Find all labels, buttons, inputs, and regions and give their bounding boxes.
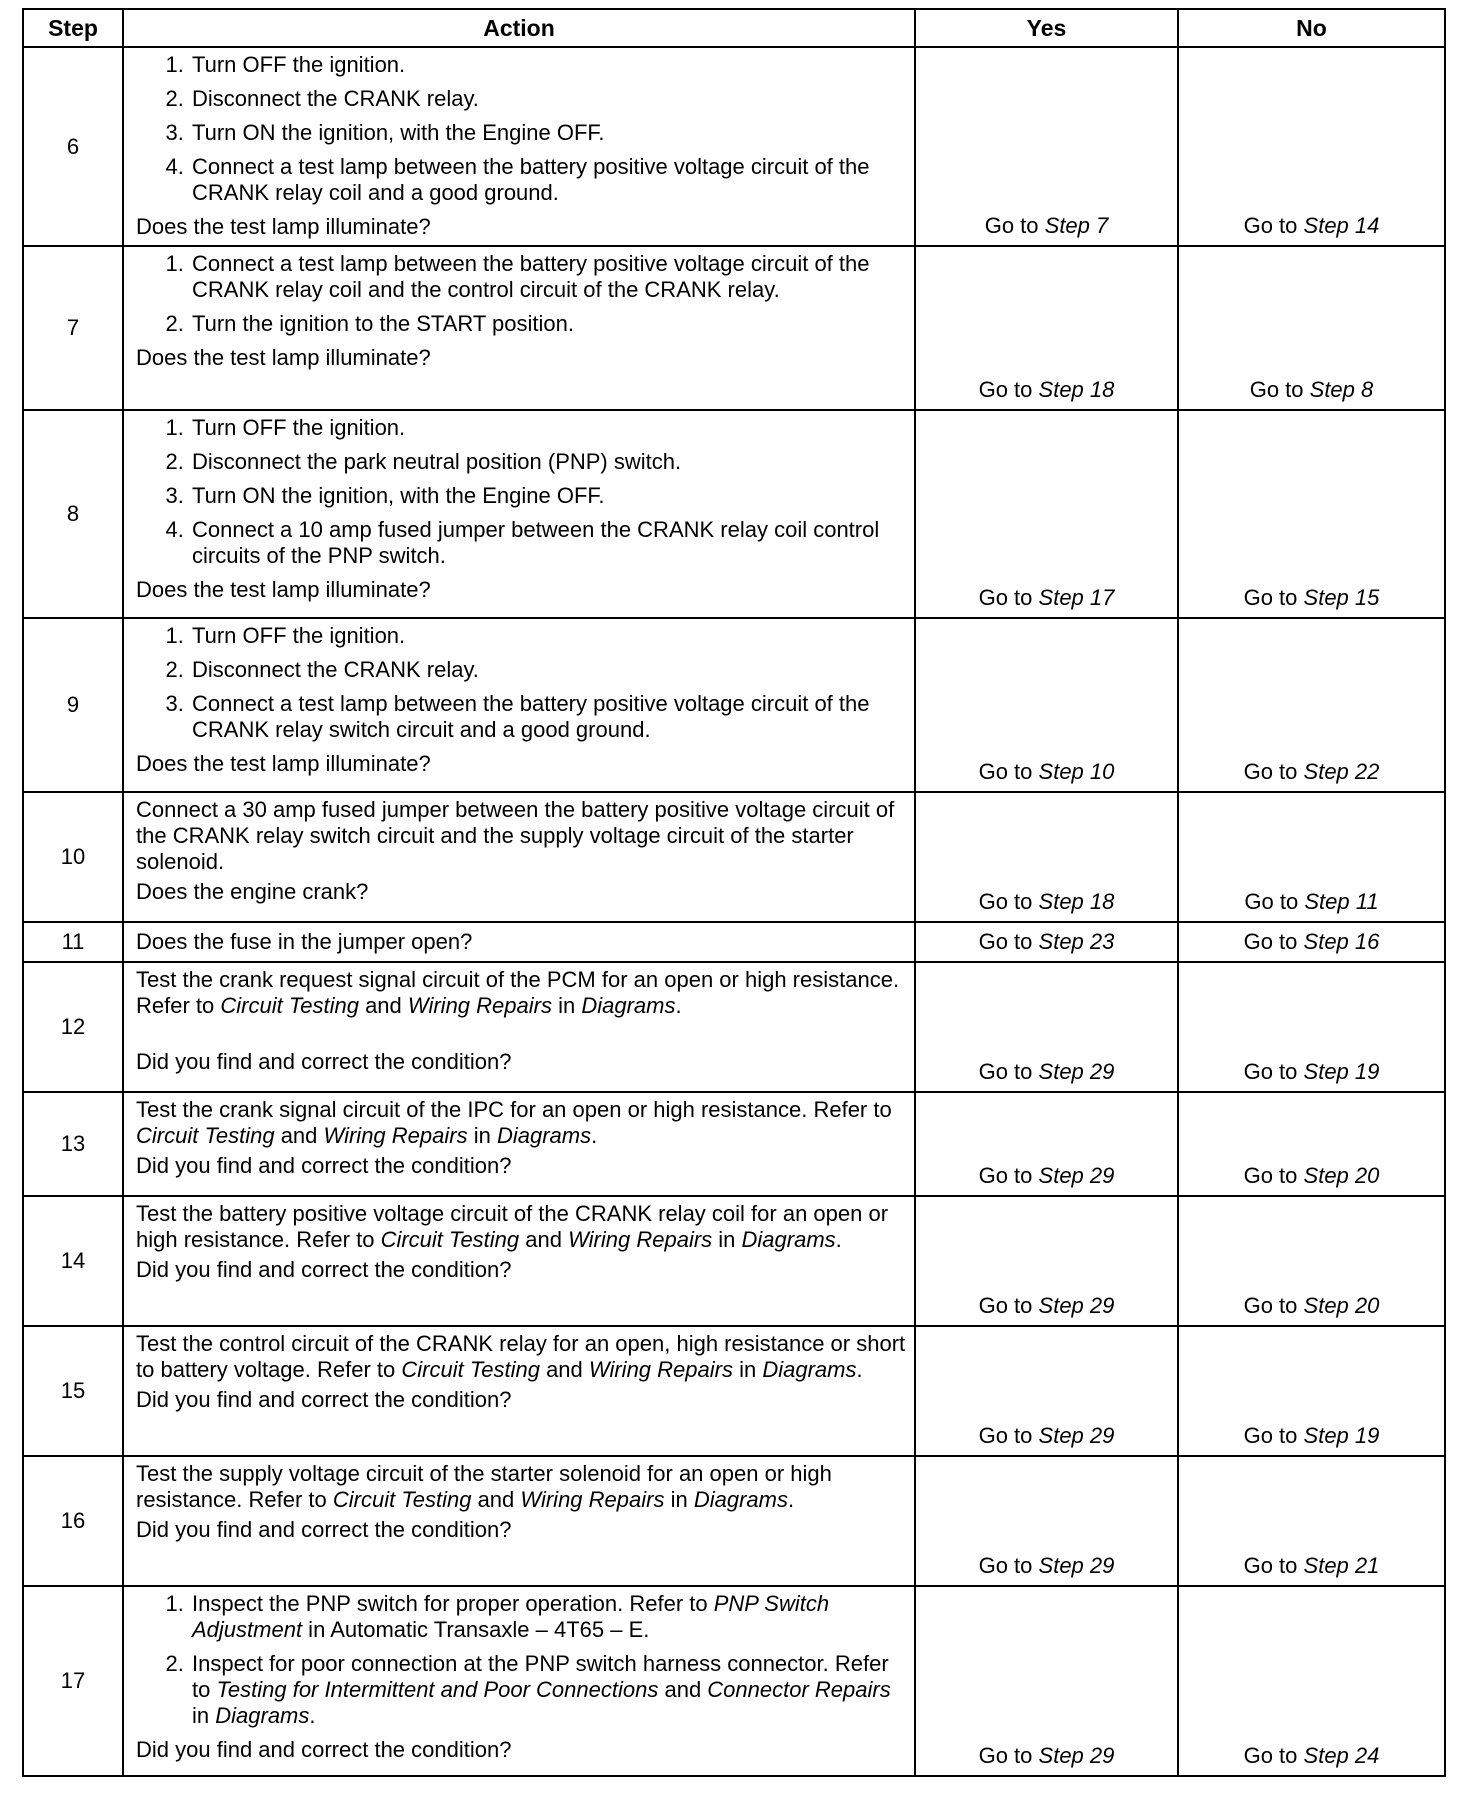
- action-text-part: .: [787, 1487, 795, 1512]
- action-text-part: .: [591, 1123, 598, 1148]
- go-to-label: Go to: [978, 759, 1033, 784]
- step-ref-number: 29: [1089, 1293, 1115, 1318]
- step-ref-word: Step: [1303, 1293, 1349, 1318]
- go-to-label: Go to: [1243, 1423, 1298, 1448]
- action-cell: [123, 1456, 915, 1586]
- reference-link: Circuit Testing: [380, 1227, 520, 1252]
- no-cell: [1178, 922, 1445, 962]
- yes-cell: [915, 1326, 1178, 1456]
- reference-link: Wiring Repairs: [568, 1227, 713, 1252]
- step-ref-number: 29: [1089, 1163, 1115, 1188]
- reference-link: Diagrams: [741, 1227, 836, 1252]
- step-ref-word: Step: [1038, 1423, 1084, 1448]
- no-cell: [1178, 792, 1445, 922]
- yes-cell: [915, 1092, 1178, 1196]
- step-number: 8: [23, 410, 123, 618]
- step-ref-word: Step: [1309, 377, 1355, 402]
- yes-cell: [915, 1456, 1178, 1586]
- action-cell: [123, 618, 915, 792]
- step-ref-number: 22: [1354, 759, 1380, 784]
- step-ref-word: Step: [1038, 377, 1084, 402]
- go-to-label: Go to: [1243, 759, 1298, 784]
- action-text: [136, 1201, 906, 1253]
- step-ref: [1039, 1293, 1115, 1318]
- step-ref: [1039, 889, 1115, 914]
- step-ref-word: Step: [1038, 1059, 1084, 1084]
- reference-link: Wiring Repairs: [520, 1487, 665, 1512]
- question: Did you find and correct the condition?: [136, 1387, 512, 1412]
- question: Did you find and correct the condition?: [136, 1517, 512, 1542]
- reference-link: Circuit Testing: [220, 993, 359, 1018]
- step-ref: [1304, 1553, 1380, 1578]
- step-ref-word: Step: [1038, 889, 1084, 914]
- step-ref-number: 23: [1089, 929, 1115, 954]
- step-ref-number: 20: [1354, 1293, 1380, 1318]
- go-to-label: Go to: [1243, 1059, 1298, 1084]
- action-text-part: Test the supply voltage circuit of the starter solenoid for an open or high resistance. Refer to: [136, 1461, 832, 1512]
- step-ref-word: Step: [1038, 1293, 1084, 1318]
- table-row-step-17: [23, 1586, 1445, 1776]
- yes-cell: [915, 1196, 1178, 1326]
- list-item: 2. Disconnect the CRANK relay.: [190, 657, 906, 683]
- list-item: 2. Disconnect the park neutral position (PNP) switch.: [190, 449, 906, 475]
- step-ref: [1039, 1059, 1115, 1084]
- go-to-label: Go to: [984, 213, 1039, 238]
- list-item: [190, 1651, 906, 1729]
- step-ref: [1304, 1163, 1380, 1188]
- action-text-part: Inspect for poor connection at the PNP switch harness connector. Refer to: [192, 1651, 889, 1702]
- reference-link: Diagrams: [581, 993, 676, 1018]
- table-row-step-13: [23, 1092, 1445, 1196]
- yes-cell: [915, 792, 1178, 922]
- step-ref-number: 8: [1361, 377, 1374, 402]
- step-ref-number: 16: [1354, 929, 1380, 954]
- yes-cell: [915, 962, 1178, 1092]
- step-ref-number: 29: [1089, 1553, 1115, 1578]
- step-ref-word: Step: [1303, 1743, 1349, 1768]
- step-number: 6: [23, 47, 123, 246]
- step-ref-number: 15: [1354, 585, 1380, 610]
- step-ref-word: Step: [1303, 213, 1349, 238]
- action-text-part: and: [539, 1357, 589, 1382]
- step-number: 15: [23, 1326, 123, 1456]
- action-text-part: .: [835, 1227, 842, 1252]
- go-to-label: Go to: [978, 929, 1033, 954]
- reference-link: Diagrams: [496, 1123, 592, 1148]
- yes-cell: [915, 1586, 1178, 1776]
- table-row-step-11: [23, 922, 1445, 962]
- table-row-step-15: [23, 1326, 1445, 1456]
- step-ref: [1039, 1553, 1115, 1578]
- action-text-part: .: [675, 993, 682, 1018]
- action-cell: [123, 792, 915, 922]
- no-cell: [1178, 47, 1445, 246]
- list-item: 2. Disconnect the CRANK relay.: [190, 86, 906, 112]
- yes-cell: [915, 47, 1178, 246]
- step-ref-word: Step: [1038, 1163, 1084, 1188]
- no-cell: [1178, 962, 1445, 1092]
- action-cell: [123, 246, 915, 410]
- no-cell: [1178, 246, 1445, 410]
- table-row-step-6: [23, 47, 1445, 246]
- action-text-part: in: [732, 1357, 763, 1382]
- yes-cell: [915, 246, 1178, 410]
- step-ref-number: 18: [1089, 889, 1115, 914]
- action-steps: [136, 1591, 906, 1729]
- step-ref-number: 10: [1089, 759, 1115, 784]
- action-cell: [123, 922, 915, 962]
- yes-cell: [915, 922, 1178, 962]
- step-ref-word: Step: [1303, 585, 1349, 610]
- no-cell: [1178, 1326, 1445, 1456]
- step-ref: [1039, 1163, 1115, 1188]
- step-ref: [1039, 1423, 1115, 1448]
- step-ref-word: Step: [1303, 759, 1349, 784]
- reference-link: Circuit Testing: [332, 1487, 472, 1512]
- step-ref-number: 19: [1354, 1059, 1380, 1084]
- step-ref-number: 14: [1354, 213, 1380, 238]
- action-text-part: and: [519, 1227, 569, 1252]
- list-item: 1. Connect a test lamp between the battery positive voltage circuit of the CRANK relay coil and the control circuit of the CRANK relay.: [190, 251, 906, 303]
- reference-link: Circuit Testing: [401, 1357, 540, 1382]
- step-ref-number: 29: [1089, 1059, 1115, 1084]
- step-ref-number: 11: [1355, 889, 1379, 914]
- step-ref-number: 29: [1089, 1743, 1115, 1768]
- go-to-label: Go to: [1243, 1293, 1298, 1318]
- action-text-part: in: [664, 1487, 694, 1512]
- go-to-label: Go to: [978, 889, 1033, 914]
- action-text-part: in: [551, 993, 582, 1018]
- go-to-label: Go to: [978, 1059, 1033, 1084]
- step-number: 7: [23, 246, 123, 410]
- action-cell: [123, 1092, 915, 1196]
- step-ref: [1039, 585, 1115, 610]
- question: Did you find and correct the condition?: [136, 1153, 512, 1178]
- action-cell: [123, 1196, 915, 1326]
- reference-link: Diagrams: [762, 1357, 857, 1382]
- step-ref: [1039, 929, 1115, 954]
- yes-cell: [915, 410, 1178, 618]
- no-cell: [1178, 1586, 1445, 1776]
- step-ref: [1304, 1743, 1380, 1768]
- action-text: [136, 967, 906, 1045]
- diagnostic-table: [22, 8, 1446, 1777]
- question: Does the engine crank?: [136, 879, 369, 904]
- action-text-part: in: [192, 1703, 216, 1728]
- step-ref-word: Step: [1038, 1553, 1084, 1578]
- question: Did you find and correct the condition?: [136, 1737, 512, 1762]
- reference-link: Testing for Intermittent and Poor Connections: [216, 1677, 659, 1702]
- no-cell: [1178, 1456, 1445, 1586]
- step-number: 10: [23, 792, 123, 922]
- reference-link: Wiring Repairs: [588, 1357, 733, 1382]
- go-to-label: Go to: [1244, 889, 1299, 914]
- list-item: 3. Connect a test lamp between the battery positive voltage circuit of the CRANK relay switch circuit and a good ground.: [190, 691, 906, 743]
- step-number: 13: [23, 1092, 123, 1196]
- step-ref-word: Step: [1303, 1059, 1349, 1084]
- step-ref: [1304, 1293, 1380, 1318]
- no-cell: [1178, 1196, 1445, 1326]
- go-to-label: Go to: [978, 1743, 1033, 1768]
- list-item: 1. Turn OFF the ignition.: [190, 623, 906, 649]
- action-steps: [136, 623, 906, 743]
- step-ref: [1039, 1743, 1115, 1768]
- table-row-step-14: [23, 1196, 1445, 1326]
- go-to-label: Go to: [1243, 1163, 1298, 1188]
- step-ref: [1304, 585, 1380, 610]
- reference-link: Connector Repairs: [707, 1677, 891, 1702]
- step-ref: [1045, 213, 1109, 238]
- step-ref: [1304, 1423, 1380, 1448]
- no-cell: [1178, 410, 1445, 618]
- action-text-part: in Automatic Transaxle – 4T65 – E.: [302, 1617, 650, 1642]
- question: Does the test lamp illuminate?: [136, 345, 431, 370]
- step-ref: [1039, 377, 1115, 402]
- step-ref-word: Step: [1303, 929, 1349, 954]
- step-number: 16: [23, 1456, 123, 1586]
- step-ref: [1304, 213, 1380, 238]
- reference-link: Wiring Repairs: [323, 1123, 468, 1148]
- action-text-part: Test the crank signal circuit of the IPC for an open or high resistance. Refer to: [136, 1097, 892, 1122]
- step-number: 12: [23, 962, 123, 1092]
- table-row-step-10: [23, 792, 1445, 922]
- question: Does the fuse in the jumper open?: [136, 929, 473, 954]
- step-ref-number: 17: [1089, 585, 1115, 610]
- action-cell: [123, 1586, 915, 1776]
- action-text-part: and: [471, 1487, 521, 1512]
- action-text-part: and: [358, 993, 408, 1018]
- action-text-part: Inspect the PNP switch for proper operation. Refer to: [192, 1591, 714, 1616]
- step-ref-word: Step: [1304, 889, 1350, 914]
- action-steps: [136, 251, 906, 337]
- action-cell: [123, 1326, 915, 1456]
- action-text-part: Test the battery positive voltage circuit of the CRANK relay coil for an open or high resistance. Refer to: [136, 1201, 889, 1252]
- go-to-label: Go to: [1243, 1553, 1298, 1578]
- action-text: Connect a 30 amp fused jumper between the battery positive voltage circuit of the CRANK relay switch circuit and the supply voltage circuit of the starter solenoid.: [136, 797, 895, 874]
- list-item: 3. Turn ON the ignition, with the Engine OFF.: [190, 120, 906, 146]
- header-yes: Yes: [915, 9, 1178, 47]
- step-number: 11: [23, 922, 123, 962]
- no-cell: [1178, 618, 1445, 792]
- action-text: [136, 1461, 906, 1513]
- action-text: [136, 1331, 906, 1383]
- go-to-label: Go to: [978, 1553, 1033, 1578]
- step-ref-word: Step: [1044, 213, 1090, 238]
- action-text-part: in: [467, 1123, 497, 1148]
- table-row-step-16: [23, 1456, 1445, 1586]
- list-item: 2. Turn the ignition to the START position.: [190, 311, 906, 337]
- action-text-part: and: [274, 1123, 324, 1148]
- table-row-step-9: [23, 618, 1445, 792]
- action-steps: [136, 52, 906, 206]
- step-ref-word: Step: [1303, 1553, 1349, 1578]
- go-to-label: Go to: [1249, 377, 1304, 402]
- step-ref-word: Step: [1038, 585, 1084, 610]
- step-ref-word: Step: [1038, 759, 1084, 784]
- list-item: 4. Connect a test lamp between the battery positive voltage circuit of the CRANK relay coil and a good ground.: [190, 154, 906, 206]
- list-item: 3. Turn ON the ignition, with the Engine OFF.: [190, 483, 906, 509]
- step-ref-word: Step: [1038, 929, 1084, 954]
- action-text: [136, 1097, 906, 1149]
- step-ref: [1304, 929, 1380, 954]
- step-ref-number: 7: [1096, 213, 1109, 238]
- action-cell: [123, 47, 915, 246]
- step-ref-number: 19: [1354, 1423, 1380, 1448]
- go-to-label: Go to: [978, 1423, 1033, 1448]
- action-steps: [136, 415, 906, 569]
- header-action: Action: [123, 9, 915, 47]
- list-item: 4. Connect a 10 amp fused jumper between the CRANK relay coil control circuits of the PNP switch.: [190, 517, 906, 569]
- action-text-part: in: [712, 1227, 742, 1252]
- step-ref: [1310, 377, 1374, 402]
- step-ref-word: Step: [1303, 1423, 1349, 1448]
- table-row-step-7: [23, 246, 1445, 410]
- go-to-label: Go to: [1243, 585, 1298, 610]
- step-ref: [1304, 1059, 1380, 1084]
- go-to-label: Go to: [1243, 1743, 1298, 1768]
- yes-cell: [915, 618, 1178, 792]
- go-to-label: Go to: [1243, 929, 1298, 954]
- step-ref-number: 18: [1089, 377, 1115, 402]
- question: Does the test lamp illuminate?: [136, 577, 431, 602]
- go-to-label: Go to: [978, 1293, 1033, 1318]
- go-to-label: Go to: [1243, 213, 1298, 238]
- step-ref-number: 20: [1354, 1163, 1380, 1188]
- reference-link: Diagrams: [693, 1487, 788, 1512]
- step-number: 9: [23, 618, 123, 792]
- reference-link: PNP Switch Adjustment: [192, 1591, 830, 1642]
- action-cell: [123, 962, 915, 1092]
- action-text-part: Test the control circuit of the CRANK relay for an open, high resistance or short to battery voltage. Refer to: [136, 1331, 906, 1382]
- table-row-step-12: [23, 962, 1445, 1092]
- step-ref: [1304, 759, 1380, 784]
- step-number: 14: [23, 1196, 123, 1326]
- step-number: 17: [23, 1586, 123, 1776]
- step-ref-word: Step: [1303, 1163, 1349, 1188]
- no-cell: [1178, 1092, 1445, 1196]
- question: Did you find and correct the condition?: [136, 1049, 512, 1074]
- action-text-part: .: [309, 1703, 316, 1728]
- go-to-label: Go to: [978, 1163, 1033, 1188]
- action-text-part: .: [856, 1357, 863, 1382]
- question: Does the test lamp illuminate?: [136, 214, 431, 239]
- list-item: [190, 1591, 906, 1643]
- header-row: [23, 9, 1445, 47]
- reference-link: Circuit Testing: [136, 1123, 275, 1148]
- go-to-label: Go to: [978, 585, 1033, 610]
- question: Did you find and correct the condition?: [136, 1257, 512, 1282]
- reference-link: Wiring Repairs: [407, 993, 552, 1018]
- step-ref-number: 24: [1354, 1743, 1380, 1768]
- reference-link: Diagrams: [215, 1703, 310, 1728]
- header-no: No: [1178, 9, 1445, 47]
- question: Does the test lamp illuminate?: [136, 751, 431, 776]
- list-item: 1. Turn OFF the ignition.: [190, 415, 906, 441]
- step-ref-number: 29: [1089, 1423, 1115, 1448]
- table-row-step-8: [23, 410, 1445, 618]
- go-to-label: Go to: [978, 377, 1033, 402]
- list-item: 1. Turn OFF the ignition.: [190, 52, 906, 78]
- header-step: Step: [23, 9, 123, 47]
- step-ref-word: Step: [1038, 1743, 1084, 1768]
- action-text-part: and: [658, 1677, 708, 1702]
- action-text-part: Test the crank request signal circuit of the PCM for an open or high resistance. Refer to: [136, 967, 900, 1018]
- step-ref: [1304, 889, 1378, 914]
- action-cell: [123, 410, 915, 618]
- step-ref: [1039, 759, 1115, 784]
- step-ref-number: 21: [1354, 1553, 1380, 1578]
